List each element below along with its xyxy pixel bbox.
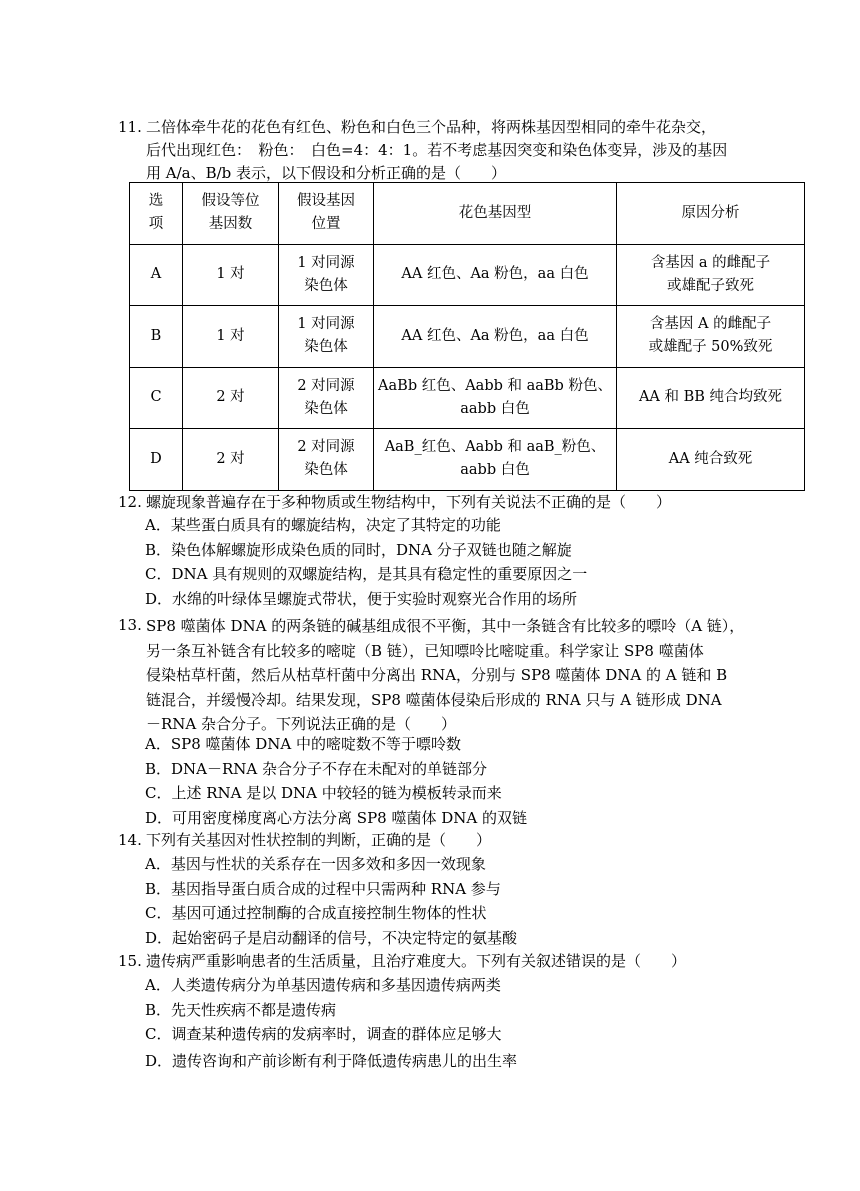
question-number: 15. xyxy=(118,952,142,970)
table-row: B 1 对 1 对同源 染色体 AA 红色、Aa 粉色，aa 白色 含基因 A 的雌配子 或雄配子 50%致死 xyxy=(130,306,805,368)
option-c: C．上述 RNA 是以 DNA 中较轻的链为模板转录而来 xyxy=(145,784,502,802)
question-stem: 螺旋现象普遍存在于多种物质或生物结构中，下列有关说法不正确的是（ ） xyxy=(146,493,672,511)
question-number: 13. xyxy=(118,616,142,634)
question-13 xyxy=(118,614,758,737)
option-a: A．人类遗传病分为单基因遗传病和多基因遗传病两类 xyxy=(145,976,501,994)
option-b: B．染色体解螺旋形成染色质的同时，DNA 分子双链也随之解旋 xyxy=(145,540,572,559)
question-number: 14. xyxy=(118,831,142,849)
option-a: A．SP8 噬菌体 DNA 中的嘧啶数不等于嘌呤数 xyxy=(145,735,462,753)
option-d: D．可用密度梯度离心方法分离 SP8 噬菌体 DNA 的双链 xyxy=(145,808,527,827)
option-d: D．起始密码子是启动翻译的信号，不决定特定的氨基酸 xyxy=(145,928,518,947)
options-15 xyxy=(145,973,765,1073)
option-a: A．某些蛋白质具有的螺旋结构，决定了其特定的功能 xyxy=(145,516,501,534)
header-gene-position: 假设基因 位置 xyxy=(279,183,374,245)
question-11 xyxy=(118,116,758,185)
header-genotype: 花色基因型 xyxy=(374,183,617,245)
question-14 xyxy=(118,829,758,852)
option-b: B．基因指导蛋白质合成的过程中只需两种 RNA 参与 xyxy=(145,879,501,898)
option-c: C．DNA 具有规则的双螺旋结构，是其具有稳定性的重要原因之一 xyxy=(145,565,588,583)
hypothesis-table xyxy=(129,182,805,491)
option-b: B．先天性疾病不都是遗传病 xyxy=(145,1000,337,1019)
option-d: D．遗传咨询和产前诊断有利于降低遗传病患儿的出生率 xyxy=(145,1051,518,1070)
table-row: D 2 对 2 对同源 染色体 AaB_红色、Aabb 和 aaB_粉色、 aabb 白色 AA 纯合致死 xyxy=(130,429,805,491)
options-12 xyxy=(145,513,765,611)
options-13 xyxy=(145,732,765,830)
option-c: C．调查某种遗传病的发病率时，调查的群体应足够大 xyxy=(145,1025,502,1043)
header-reason: 原因分析 xyxy=(617,183,805,245)
table-row: A 1 对 1 对同源 染色体 AA 红色、Aa 粉色，aa 白色 含基因 a 的雌配子 或雄配子致死 xyxy=(130,244,805,306)
option-d: D．水绵的叶绿体呈螺旋式带状，便于实验时观察光合作用的场所 xyxy=(145,589,578,608)
option-a: A．基因与性状的关系存在一因多效和多因一效现象 xyxy=(145,855,486,873)
header-option: 选 项 xyxy=(130,183,183,245)
option-c: C．基因可通过控制酶的合成直接控制生物体的性状 xyxy=(145,904,487,922)
question-number: 12. xyxy=(118,493,142,511)
question-number: 11. xyxy=(118,118,142,136)
table-header-row xyxy=(130,183,805,245)
question-stem: 下列有关基因对性状控制的判断，正确的是（ ） xyxy=(146,831,492,849)
question-stem: 遗传病严重影响患者的生活质量，且治疗难度大。下列有关叙述错误的是（ ） xyxy=(146,952,687,970)
question-15 xyxy=(118,950,758,973)
question-12 xyxy=(118,491,758,514)
header-allele-count: 假设等位 基因数 xyxy=(183,183,279,245)
table-row: C 2 对 2 对同源 染色体 AaBb 红色、Aabb 和 aaBb 粉色、 aabb 白色 AA 和 BB 纯合均致死 xyxy=(130,367,805,429)
question-stem: SP8 噬菌体 DNA 的两条链的碱基组成很不平衡，其中一条链含有比较多的嘌呤（A 链）， 另一条互补链含有比较多的嘧啶（B 链），已知嘌呤比嘧啶重。科学家让 SP8 噬菌体 侵染枯草杆菌，然后从枯草杆菌中分离出 RNA，分别与 SP8 噬菌体 DNA 的 A 链和 B 链混合，并缓慢冷却。结果发现，SP8 噬菌体侵染后形成的 RNA 只与 A 链形成 DNA －RNA 杂合分子。下列说法正确的是（ ） xyxy=(146,617,745,733)
option-b: B．DNA－RNA 杂合分子不存在未配对的单链部分 xyxy=(145,759,488,778)
question-stem: 二倍体牵牛花的花色有红色、粉色和白色三个品种，将两株基因型相同的牵牛花杂交， 后代出现红色： 粉色： 白色=4：4：1。若不考虑基因突变和染色体变异，涉及的基因 用 A/a、B/b 表示，以下假设和分析正确的是（ ） xyxy=(146,118,728,182)
options-14 xyxy=(145,852,765,950)
